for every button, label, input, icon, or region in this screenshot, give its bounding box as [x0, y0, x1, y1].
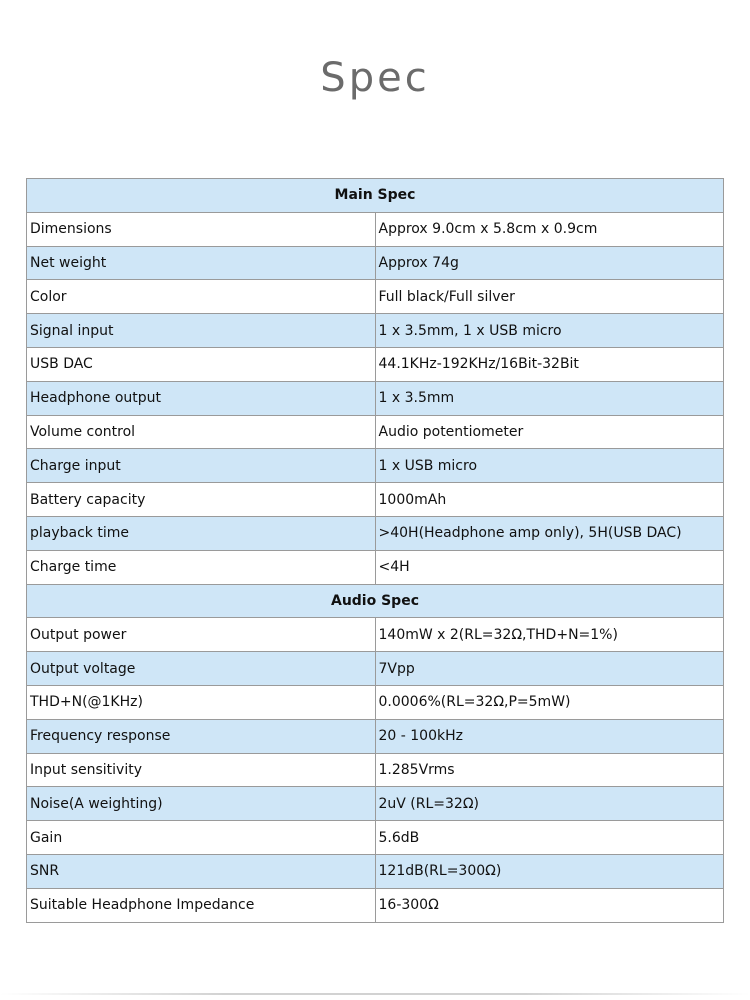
- page-title: Spec: [320, 55, 430, 101]
- table-row: [27, 618, 724, 652]
- table-row: [27, 550, 724, 584]
- spec-value: Approx 9.0cm x 5.8cm x 0.9cm: [375, 212, 724, 246]
- spec-label: Charge input: [27, 449, 376, 483]
- table-row: [27, 449, 724, 483]
- spec-value: 44.1KHz-192KHz/16Bit-32Bit: [375, 347, 724, 381]
- spec-label: Signal input: [27, 314, 376, 348]
- spec-value: Approx 74g: [375, 246, 724, 280]
- spec-label: Charge time: [27, 550, 376, 584]
- table-row: [27, 415, 724, 449]
- main-spec-header: Main Spec: [27, 179, 724, 213]
- spec-value: 16-300Ω: [375, 888, 724, 922]
- audio-spec-header: Audio Spec: [27, 584, 724, 618]
- table-row: [27, 753, 724, 787]
- spec-value: 7Vpp: [375, 652, 724, 686]
- spec-value: 1.285Vrms: [375, 753, 724, 787]
- spec-value: 121dB(RL=300Ω): [375, 854, 724, 888]
- table-row: [27, 280, 724, 314]
- spec-value: 5.6dB: [375, 821, 724, 855]
- table-row: [27, 821, 724, 855]
- table-row: [27, 787, 724, 821]
- section-header-row: [27, 179, 724, 213]
- spec-label: Gain: [27, 821, 376, 855]
- spec-label: USB DAC: [27, 347, 376, 381]
- spec-label: SNR: [27, 854, 376, 888]
- spec-table: [26, 178, 724, 923]
- table-row: [27, 212, 724, 246]
- spec-value: 140mW x 2(RL=32Ω,THD+N=1%): [375, 618, 724, 652]
- spec-label: Output power: [27, 618, 376, 652]
- section-header-row: [27, 584, 724, 618]
- spec-label: playback time: [27, 516, 376, 550]
- table-row: [27, 314, 724, 348]
- spec-value: 1 x 3.5mm, 1 x USB micro: [375, 314, 724, 348]
- spec-value: 1 x USB micro: [375, 449, 724, 483]
- spec-label: Net weight: [27, 246, 376, 280]
- spec-label: THD+N(@1KHz): [27, 685, 376, 719]
- spec-value: Audio potentiometer: [375, 415, 724, 449]
- spec-label: Color: [27, 280, 376, 314]
- table-row: [27, 516, 724, 550]
- spec-value: >40H(Headphone amp only), 5H(USB DAC): [375, 516, 724, 550]
- spec-label: Volume control: [27, 415, 376, 449]
- table-row: [27, 685, 724, 719]
- table-row: [27, 719, 724, 753]
- bottom-divider: [0, 993, 750, 995]
- spec-label: Output voltage: [27, 652, 376, 686]
- table-row: [27, 652, 724, 686]
- spec-value: Full black/Full silver: [375, 280, 724, 314]
- spec-value: 0.0006%(RL=32Ω,P=5mW): [375, 685, 724, 719]
- spec-value: 1 x 3.5mm: [375, 381, 724, 415]
- table-row: [27, 888, 724, 922]
- table-row: [27, 347, 724, 381]
- table-row: [27, 381, 724, 415]
- spec-value: 1000mAh: [375, 483, 724, 517]
- spec-label: Frequency response: [27, 719, 376, 753]
- table-row: [27, 854, 724, 888]
- spec-value: 2uV (RL=32Ω): [375, 787, 724, 821]
- spec-label: Input sensitivity: [27, 753, 376, 787]
- table-row: [27, 246, 724, 280]
- spec-label: Dimensions: [27, 212, 376, 246]
- table-row: [27, 483, 724, 517]
- spec-label: Noise(A weighting): [27, 787, 376, 821]
- spec-label: Headphone output: [27, 381, 376, 415]
- spec-value: 20 - 100kHz: [375, 719, 724, 753]
- spec-label: Battery capacity: [27, 483, 376, 517]
- spec-value: <4H: [375, 550, 724, 584]
- spec-label: Suitable Headphone Impedance: [27, 888, 376, 922]
